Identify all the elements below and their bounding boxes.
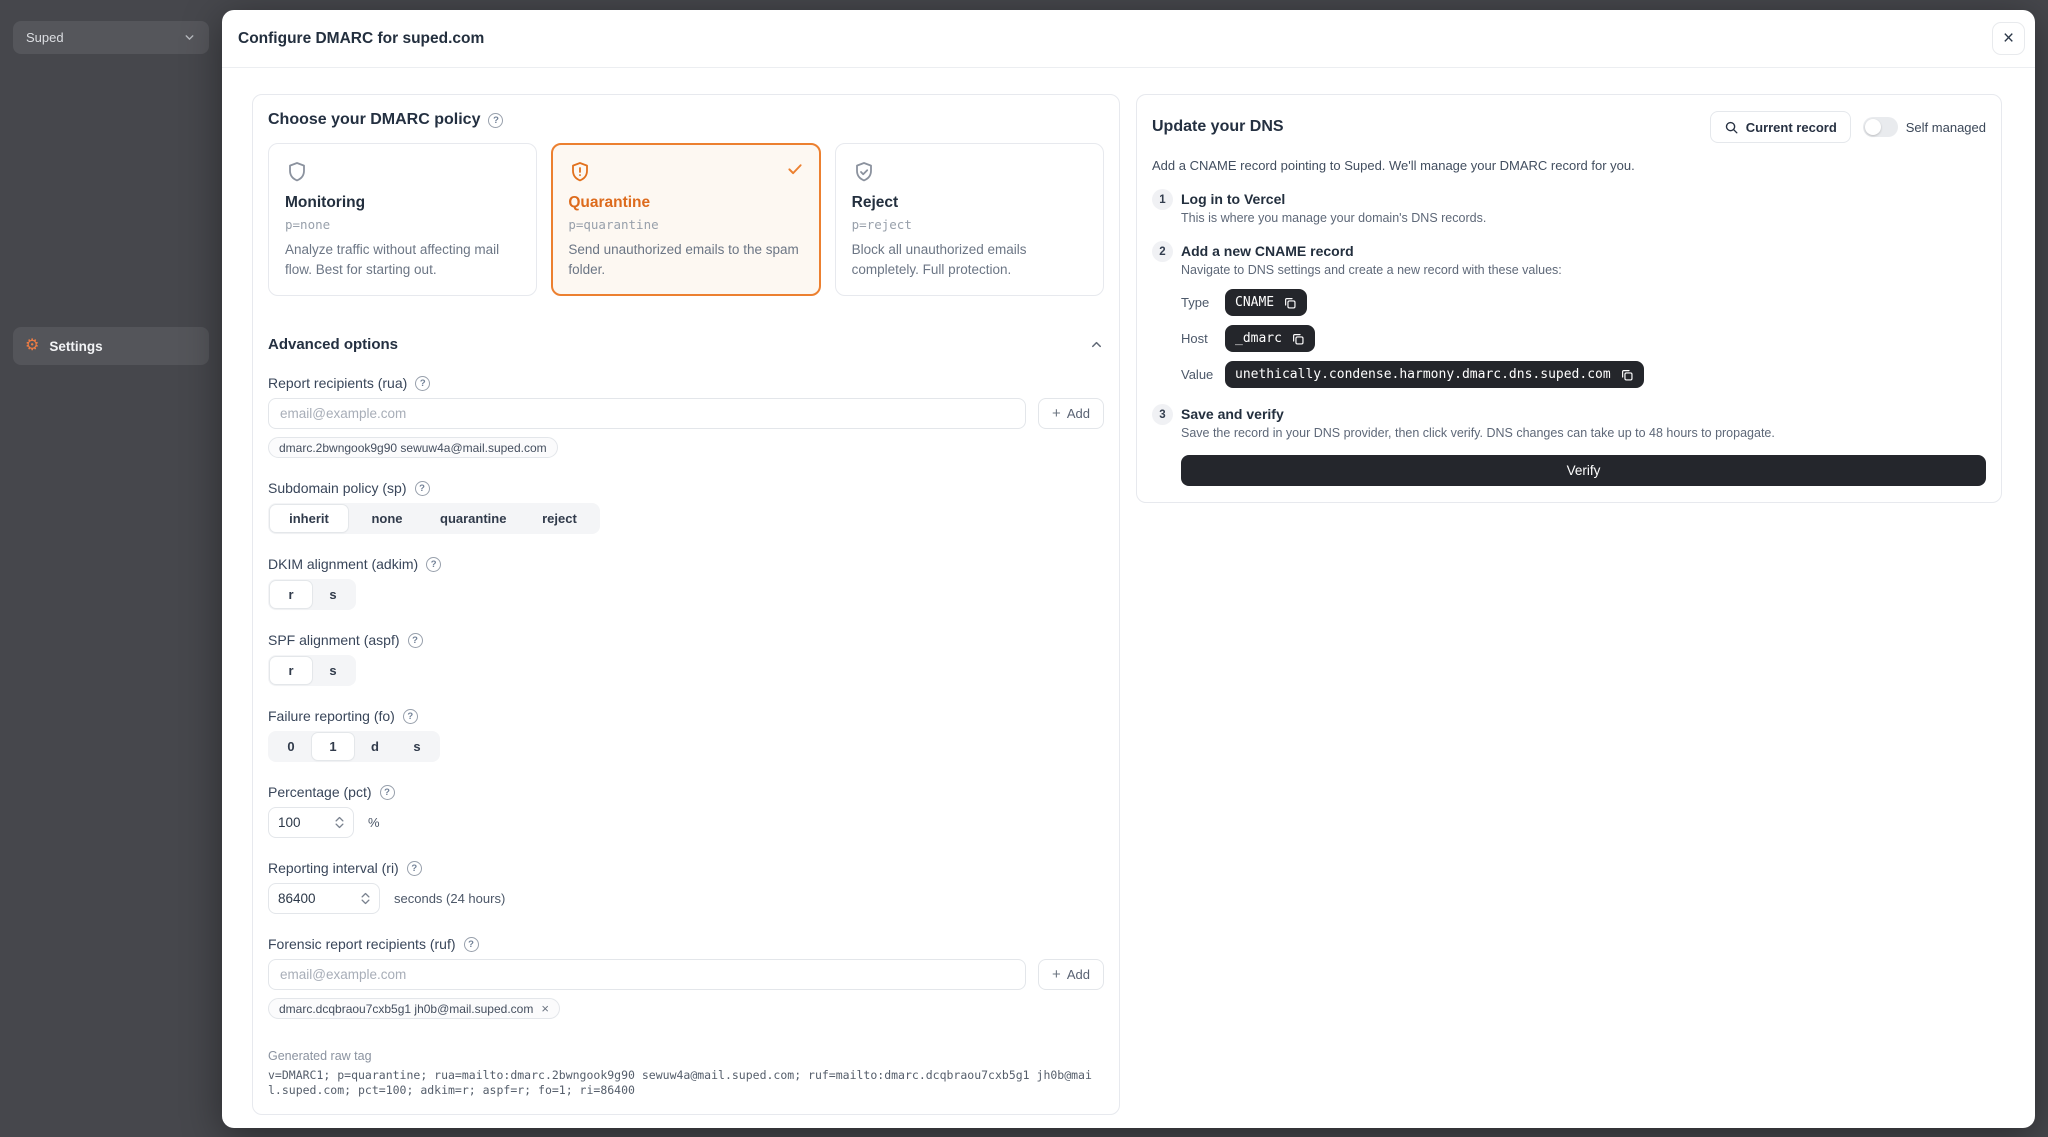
search-icon bbox=[1724, 120, 1739, 135]
dns-step-2 bbox=[1152, 241, 1986, 277]
self-managed-toggle[interactable] bbox=[1863, 117, 1898, 137]
raw-tag-value: v=DMARC1; p=quarantine; rua=mailto:dmarc.2bwngook9g90 sewuw4a@mail.suped.com; ruf=mailto:dmarc.dcqbraou7cxb5g1 jh0b@mail.suped.com; pct=100; adkim=r; aspf=r; fo=1; ri=86400 bbox=[268, 1068, 1092, 1098]
record-value: _dmarc bbox=[1235, 331, 1282, 346]
ri-input[interactable] bbox=[278, 891, 330, 906]
sp-field bbox=[268, 480, 1104, 534]
fo-option-s[interactable]: s bbox=[396, 733, 438, 760]
copy-icon bbox=[1620, 368, 1634, 382]
policy-card-description: Block all unauthorized emails completely. Full protection. bbox=[851, 242, 1027, 277]
record-row-host bbox=[1181, 325, 1986, 352]
ri-label: Reporting interval (ri) bbox=[268, 860, 399, 877]
stepper-up-icon bbox=[335, 816, 344, 822]
record-value: CNAME bbox=[1235, 295, 1275, 310]
record-row-type bbox=[1181, 289, 1986, 316]
fo-label: Failure reporting (fo) bbox=[268, 708, 395, 725]
current-record-button[interactable]: Current record bbox=[1710, 111, 1851, 143]
policy-heading: Choose your DMARC policy bbox=[268, 111, 481, 128]
sp-segmented-control bbox=[268, 503, 600, 534]
record-label: Host bbox=[1181, 331, 1208, 346]
ruf-add-button[interactable]: + Add bbox=[1038, 959, 1104, 990]
sidebar-item-settings[interactable] bbox=[13, 327, 209, 365]
chip-remove-icon[interactable]: × bbox=[541, 1001, 549, 1017]
shield-alert-icon bbox=[568, 160, 592, 184]
help-icon[interactable]: ? bbox=[415, 481, 430, 496]
sp-option-quarantine[interactable]: quarantine bbox=[426, 505, 520, 532]
chevron-up-icon[interactable] bbox=[1089, 337, 1104, 352]
sidebar bbox=[0, 0, 222, 1137]
configure-dmarc-modal bbox=[222, 10, 2035, 1128]
adkim-option-s[interactable]: s bbox=[312, 581, 354, 608]
dns-record-values bbox=[1181, 289, 1986, 388]
pct-label: Percentage (pct) bbox=[268, 784, 372, 801]
dns-heading: Update your DNS bbox=[1152, 118, 1284, 135]
policy-card-monitoring[interactable] bbox=[268, 143, 537, 296]
help-icon[interactable]: ? bbox=[407, 861, 422, 876]
policy-card-title: Monitoring bbox=[285, 194, 366, 211]
ri-field bbox=[268, 860, 1104, 914]
help-icon[interactable]: ? bbox=[488, 113, 503, 128]
pct-suffix: % bbox=[368, 815, 380, 831]
step-description: Save the record in your DNS provider, then click verify. DNS changes can take up to 48 hours to propagate. bbox=[1181, 426, 1775, 440]
policy-card-tag: p=none bbox=[285, 217, 331, 232]
policy-card-tag: p=quarantine bbox=[568, 217, 659, 232]
sp-option-reject[interactable]: reject bbox=[520, 505, 598, 532]
fo-segmented-control bbox=[268, 731, 440, 762]
policy-card-description: Analyze traffic without affecting mail flow. Best for starting out. bbox=[285, 242, 500, 277]
aspf-label: SPF alignment (aspf) bbox=[268, 632, 400, 649]
policy-section bbox=[252, 94, 1120, 1115]
ri-suffix: seconds (24 hours) bbox=[394, 891, 506, 907]
copy-type-pill[interactable] bbox=[1225, 289, 1307, 316]
ruf-recipient-chip: dmarc.dcqbraou7cxb5g1 jh0b@mail.suped.com × bbox=[268, 998, 560, 1019]
dns-intro: Add a CNAME record pointing to Suped. We'll manage your DMARC record for you. bbox=[1152, 158, 1635, 173]
adkim-field bbox=[268, 556, 1104, 610]
fo-option-0[interactable]: 0 bbox=[270, 733, 312, 760]
gear-icon: ⚙ bbox=[25, 337, 40, 354]
workspace-switcher[interactable] bbox=[13, 21, 209, 54]
rua-label: Report recipients (rua) bbox=[268, 375, 408, 392]
adkim-label: DKIM alignment (adkim) bbox=[268, 556, 419, 573]
step-description: Navigate to DNS settings and create a new record with these values: bbox=[1181, 263, 1562, 277]
copy-host-pill[interactable] bbox=[1225, 325, 1315, 352]
copy-icon bbox=[1283, 296, 1297, 310]
advanced-options-header bbox=[268, 336, 1104, 353]
help-icon[interactable]: ? bbox=[426, 557, 441, 572]
fo-option-1[interactable]: 1 bbox=[312, 733, 354, 760]
policy-heading-row bbox=[268, 111, 1104, 129]
rua-email-input[interactable] bbox=[268, 398, 1026, 429]
shield-icon bbox=[285, 160, 309, 184]
raw-tag-label: Generated raw tag bbox=[268, 1049, 372, 1064]
modal-header bbox=[222, 10, 2035, 68]
pct-input[interactable] bbox=[278, 815, 330, 830]
stepper-up-icon bbox=[361, 892, 370, 898]
step-number-badge: 3 bbox=[1152, 404, 1173, 425]
workspace-name: Suped bbox=[26, 30, 64, 45]
step-title: Save and verify bbox=[1181, 406, 1284, 422]
record-label: Value bbox=[1181, 367, 1214, 382]
step-number-badge: 2 bbox=[1152, 241, 1173, 262]
step-title: Add a new CNAME record bbox=[1181, 243, 1354, 259]
step-title: Log in to Vercel bbox=[1181, 191, 1286, 207]
plus-icon: + bbox=[1052, 405, 1061, 423]
record-row-value bbox=[1181, 361, 1986, 388]
pct-stepper[interactable] bbox=[335, 816, 344, 829]
aspf-field bbox=[268, 632, 1104, 686]
close-button[interactable] bbox=[1992, 22, 2025, 55]
help-icon[interactable]: ? bbox=[380, 785, 395, 800]
help-icon[interactable]: ? bbox=[464, 937, 479, 952]
ruf-email-input[interactable] bbox=[268, 959, 1026, 990]
rua-recipient-chip: dmarc.2bwngook9g90 sewuw4a@mail.suped.com bbox=[268, 437, 558, 458]
aspf-option-s[interactable]: s bbox=[312, 657, 354, 684]
policy-card-description: Send unauthorized emails to the spam folder. bbox=[568, 242, 799, 277]
fo-field bbox=[268, 708, 1104, 762]
copy-value-pill[interactable] bbox=[1225, 361, 1644, 388]
fo-option-d[interactable]: d bbox=[354, 733, 396, 760]
record-value: unethically.condense.harmony.dmarc.dns.suped.com bbox=[1235, 367, 1611, 382]
shield-check-icon bbox=[852, 160, 876, 184]
sp-label: Subdomain policy (sp) bbox=[268, 480, 407, 497]
pct-field bbox=[268, 784, 1104, 838]
ri-stepper[interactable] bbox=[361, 892, 370, 905]
step-description: This is where you manage your domain's DNS records. bbox=[1181, 211, 1487, 225]
sp-option-none[interactable]: none bbox=[348, 505, 426, 532]
plus-icon: + bbox=[1052, 966, 1061, 984]
selected-check-icon bbox=[786, 160, 804, 178]
rua-add-button[interactable]: + Add bbox=[1038, 398, 1104, 429]
settings-label: Settings bbox=[49, 338, 103, 354]
ruf-label: Forensic report recipients (ruf) bbox=[268, 936, 456, 953]
adkim-option-r[interactable]: r bbox=[270, 581, 312, 608]
policy-card-grid bbox=[268, 143, 1104, 296]
rua-field bbox=[268, 375, 1104, 458]
policy-card-reject[interactable] bbox=[835, 143, 1104, 296]
policy-card-title: Reject bbox=[851, 194, 899, 211]
ruf-field bbox=[268, 936, 1104, 1019]
sp-option-inherit[interactable]: inherit bbox=[270, 505, 348, 532]
copy-icon bbox=[1291, 332, 1305, 346]
toggle-knob bbox=[1865, 119, 1881, 135]
self-managed-label: Self managed bbox=[1905, 119, 1986, 135]
aspf-option-r[interactable]: r bbox=[270, 657, 312, 684]
stepper-down-icon bbox=[361, 899, 370, 905]
modal-title: Configure DMARC for suped.com bbox=[238, 29, 485, 47]
policy-card-quarantine[interactable] bbox=[551, 143, 820, 296]
stepper-down-icon bbox=[335, 823, 344, 829]
chevron-down-icon bbox=[183, 31, 196, 44]
help-icon[interactable]: ? bbox=[408, 633, 423, 648]
policy-card-title: Quarantine bbox=[568, 194, 651, 211]
dns-step-3 bbox=[1152, 404, 1986, 440]
step-number-badge: 1 bbox=[1152, 189, 1173, 210]
verify-button[interactable]: Verify bbox=[1181, 455, 1986, 486]
adkim-segmented-control bbox=[268, 579, 356, 610]
help-icon[interactable]: ? bbox=[403, 709, 418, 724]
aspf-segmented-control bbox=[268, 655, 356, 686]
advanced-options-title: Advanced options bbox=[268, 336, 399, 354]
dns-section bbox=[1136, 94, 2002, 503]
dns-step-1 bbox=[1152, 189, 1986, 225]
help-icon[interactable]: ? bbox=[415, 376, 430, 391]
policy-card-tag: p=reject bbox=[851, 217, 912, 232]
close-icon: × bbox=[2002, 27, 2015, 49]
record-label: Type bbox=[1181, 295, 1210, 310]
